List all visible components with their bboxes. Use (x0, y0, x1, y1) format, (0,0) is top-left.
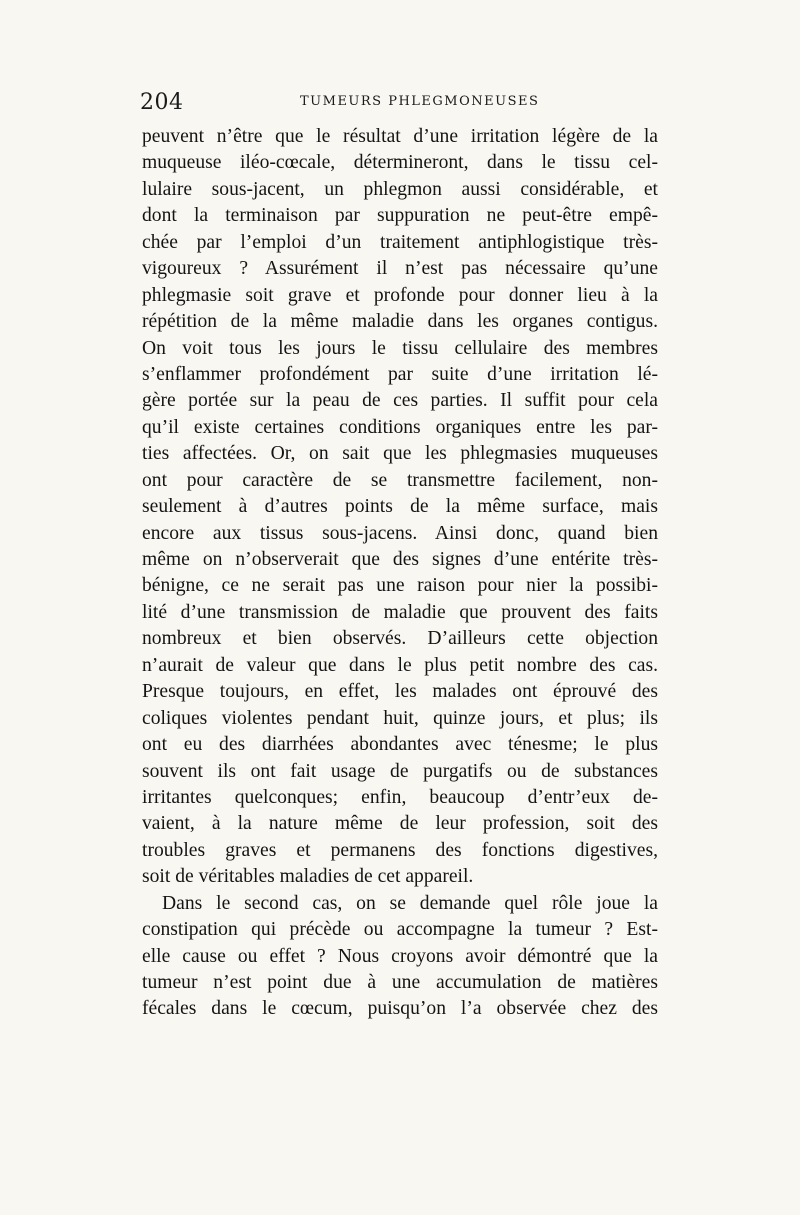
text-line: encore aux tissus sous-jacens. Ainsi donc, quand bien (142, 522, 658, 544)
text-line: fécales dans le cœcum, puisqu’on l’a observée chez des (142, 998, 658, 1020)
text-line: vigoureux ? Assurément il n’est pas nécessaire qu’une (142, 258, 658, 280)
text-line: coliques violentes pendant huit, quinze jours, et plus; ils (142, 707, 658, 729)
text-line: nombreux et bien observés. D’ailleurs cette objection (142, 628, 658, 650)
text-line: n’aurait de valeur que dans le plus petit nombre des cas. (142, 654, 658, 676)
text-line: même on n’observerait que des signes d’une entérite très- (142, 549, 658, 570)
running-title: TUMEURS PHLEGMONEUSES (300, 94, 540, 109)
text-line: répétition de la même maladie dans les organes contigus. (142, 311, 658, 333)
text-line: chée par l’emploi d’un traitement antiphlogistique très- (142, 231, 658, 253)
text-line: elle cause ou effet ? Nous croyons avoir démontré que la (142, 945, 658, 967)
text-line: muqueuse iléo-cœcale, détermineront, dans le tissu cel- (142, 152, 658, 174)
text-line: lulaire sous-jacent, un phlegmon aussi considérable, et (142, 178, 658, 200)
text-line: irritantes quelconques; enfin, beaucoup d’entr’eux de- (142, 786, 658, 808)
text-line: s’enflammer profondément par suite d’une irritation lé- (142, 363, 658, 385)
text-line: peuvent n’être que le résultat d’une irritation légère de la (142, 126, 658, 147)
text-line: ties affectées. Or, on sait que les phlegmasies muqueuses (142, 443, 658, 465)
body-text (142, 124, 658, 1023)
text-line: souvent ils ont fait usage de purgatifs ou de substances (142, 760, 658, 782)
paragraph-start-line: Dans le second cas, on se demande quel rôle joue la (162, 892, 658, 914)
page-header (140, 90, 660, 120)
text-line: lité d’une transmission de maladie que prouvent des faits (142, 601, 658, 623)
text-line: tumeur n’est point due à une accumulation de matières (142, 972, 658, 993)
text-line: vaient, à la nature même de leur profession, soit des (142, 813, 658, 835)
page-number: 204 (140, 90, 184, 115)
text-line: Presque toujours, en effet, les malades ont éprouvé des (142, 681, 658, 703)
text-line: troubles graves et permanens des fonctions digestives, (142, 839, 658, 861)
text-line: qu’il existe certaines conditions organiques entre les par- (142, 416, 658, 438)
text-line: constipation qui précède ou accompagne la tumeur ? Est- (142, 919, 658, 941)
text-line: On voit tous les jours le tissu cellulaire des membres (142, 337, 658, 359)
text-line: bénigne, ce ne serait pas une raison pour nier la possibi- (142, 575, 658, 597)
text-line: soit de véritables maladies de cet appareil. (142, 866, 474, 888)
text-line: ont pour caractère de se transmettre facilement, non- (142, 469, 658, 491)
text-line: seulement à d’autres points de la même surface, mais (142, 496, 658, 518)
text-line: dont la terminaison par suppuration ne peut-être empê- (142, 205, 658, 227)
text-line: phlegmasie soit grave et profonde pour donner lieu à la (142, 284, 658, 306)
text-line: ont eu des diarrhées abondantes avec ténesme; le plus (142, 734, 658, 756)
text-line: gère portée sur la peau de ces parties. Il suffit pour cela (142, 390, 658, 412)
